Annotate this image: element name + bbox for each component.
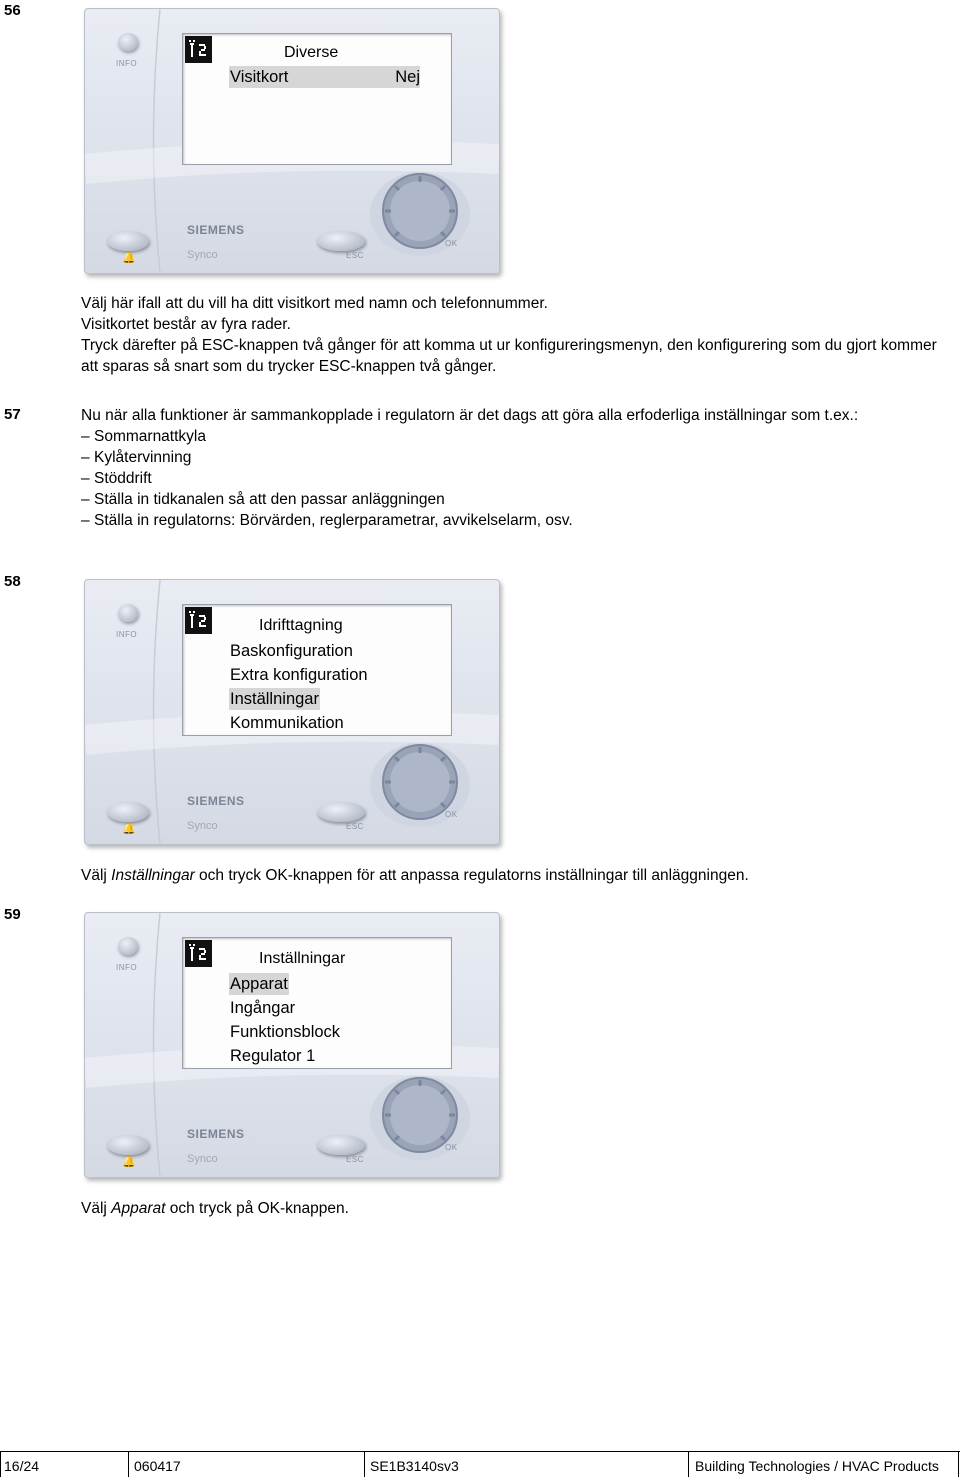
esc-label: ESC <box>346 822 364 831</box>
footer-date: 060417 <box>134 1458 181 1474</box>
footer-page: 16/24 <box>4 1458 40 1474</box>
esc-button[interactable] <box>317 1135 365 1155</box>
menu-item-kommunikation[interactable]: Kommunikation <box>230 714 344 732</box>
controller-device <box>84 579 500 845</box>
brand-logo: SIEMENS <box>187 1127 245 1141</box>
bell-icon: 🔔 <box>122 1156 136 1168</box>
instruction-text <box>81 405 951 531</box>
footer-divider <box>364 1452 365 1477</box>
text-pre: Välj <box>81 867 112 884</box>
step-number: 58 <box>4 573 21 590</box>
info-button[interactable] <box>118 33 138 51</box>
text-pre: Välj <box>81 1200 112 1217</box>
step-number: 59 <box>4 906 21 923</box>
lcd-screen <box>182 937 452 1069</box>
brand-logo: SIEMENS <box>187 223 245 237</box>
text-line: Nu när alla funktioner är sammankopplade i regulatorn är det dags att göra alla erfoderliga inställningar som t.ex.: <box>81 407 859 424</box>
esc-button[interactable] <box>317 802 365 822</box>
footer-divider <box>0 1452 1 1477</box>
list-item: – Ställa in tidkanalen så att den passar anläggningen <box>81 489 951 510</box>
screen-title: Idrifttagning <box>259 617 343 634</box>
bell-icon: 🔔 <box>122 823 136 835</box>
text-post: och tryck OK-knappen för att anpassa regulatorns inställningar till anläggningen. <box>194 867 749 884</box>
brand-logo: SIEMENS <box>187 794 245 808</box>
menu-item-baskonfiguration[interactable]: Baskonfiguration <box>230 642 353 660</box>
menu-item-label: Visitkort <box>230 68 289 86</box>
text-line: Tryck därefter på ESC-knappen två gånger för att komma ut ur konfigureringsmenyn, den konfigurering som du gjort kommer att sparas så snart som du trycker ESC-knappen två gånger. <box>81 337 937 375</box>
text-line: Visitkortet består av fyra rader. <box>81 316 291 333</box>
instruction-text <box>81 1198 951 1219</box>
info-button[interactable] <box>118 604 138 622</box>
list-item: – Stöddrift <box>81 468 951 489</box>
text-post: och tryck på OK-knappen. <box>165 1200 349 1217</box>
footer-divider <box>128 1452 129 1477</box>
info-label: INFO <box>116 963 138 972</box>
service-level-icon <box>185 36 212 63</box>
controller-device <box>84 912 500 1178</box>
menu-item-regulator-1[interactable]: Regulator 1 <box>230 1047 316 1065</box>
product-name: Synco <box>187 249 218 261</box>
footer-rule <box>0 1451 960 1452</box>
bell-icon: 🔔 <box>122 252 136 264</box>
menu-item-extra-konfiguration[interactable]: Extra konfiguration <box>230 666 368 684</box>
service-level-icon <box>185 940 212 967</box>
list-item: – Sommarnattkyla <box>81 426 951 447</box>
menu-item-ingangar[interactable]: Ingångar <box>230 999 296 1017</box>
instruction-text <box>81 293 951 377</box>
list-item: – Ställa in regulatorns: Börvärden, reglerparametrar, avvikelselarm, osv. <box>81 510 951 531</box>
lcd-screen <box>182 33 452 165</box>
footer-company: Building Technologies / HVAC Products <box>695 1458 939 1474</box>
settings-list <box>81 426 951 531</box>
ok-label: OK <box>445 810 458 819</box>
alarm-button[interactable] <box>107 231 149 251</box>
menu-item-value: Nej <box>395 68 420 86</box>
screen-title: Diverse <box>284 44 339 61</box>
footer-divider <box>958 1452 959 1477</box>
menu-item-apparat[interactable]: Apparat <box>230 975 288 993</box>
menu-item-visitkort[interactable] <box>229 66 420 88</box>
ok-knob[interactable] <box>365 167 475 257</box>
ok-label: OK <box>445 239 458 248</box>
menu-item-funktionsblock[interactable]: Funktionsblock <box>230 1023 341 1041</box>
controller-device <box>84 8 500 274</box>
text-line <box>81 1198 951 1219</box>
product-name: Synco <box>187 820 218 832</box>
esc-label: ESC <box>346 251 364 260</box>
menu-item-installningar[interactable]: Inställningar <box>230 690 319 708</box>
screen-title: Inställningar <box>259 950 346 967</box>
footer-divider <box>688 1452 689 1477</box>
lcd-screen <box>182 604 452 736</box>
step-number: 56 <box>4 2 21 19</box>
instruction-text <box>81 865 951 886</box>
esc-button[interactable] <box>317 231 365 251</box>
text-line: Välj här ifall att du vill ha ditt visitkort med namn och telefonnummer. <box>81 295 548 312</box>
info-label: INFO <box>116 630 138 639</box>
info-button[interactable] <box>118 937 138 955</box>
service-level-icon <box>185 607 212 634</box>
alarm-button[interactable] <box>107 802 149 822</box>
info-label: INFO <box>116 59 138 68</box>
product-name: Synco <box>187 1153 218 1165</box>
text-line <box>81 865 951 886</box>
esc-label: ESC <box>346 1155 364 1164</box>
footer-doc-id: SE1B3140sv3 <box>370 1458 459 1474</box>
list-item: – Kylåtervinning <box>81 447 951 468</box>
ok-knob[interactable] <box>365 738 475 828</box>
alarm-button[interactable] <box>107 1135 149 1155</box>
emphasis-term: Apparat <box>111 1200 166 1217</box>
ok-label: OK <box>445 1143 458 1152</box>
emphasis-term: Inställningar <box>111 867 195 884</box>
step-number: 57 <box>4 406 21 423</box>
ok-knob[interactable] <box>365 1071 475 1161</box>
